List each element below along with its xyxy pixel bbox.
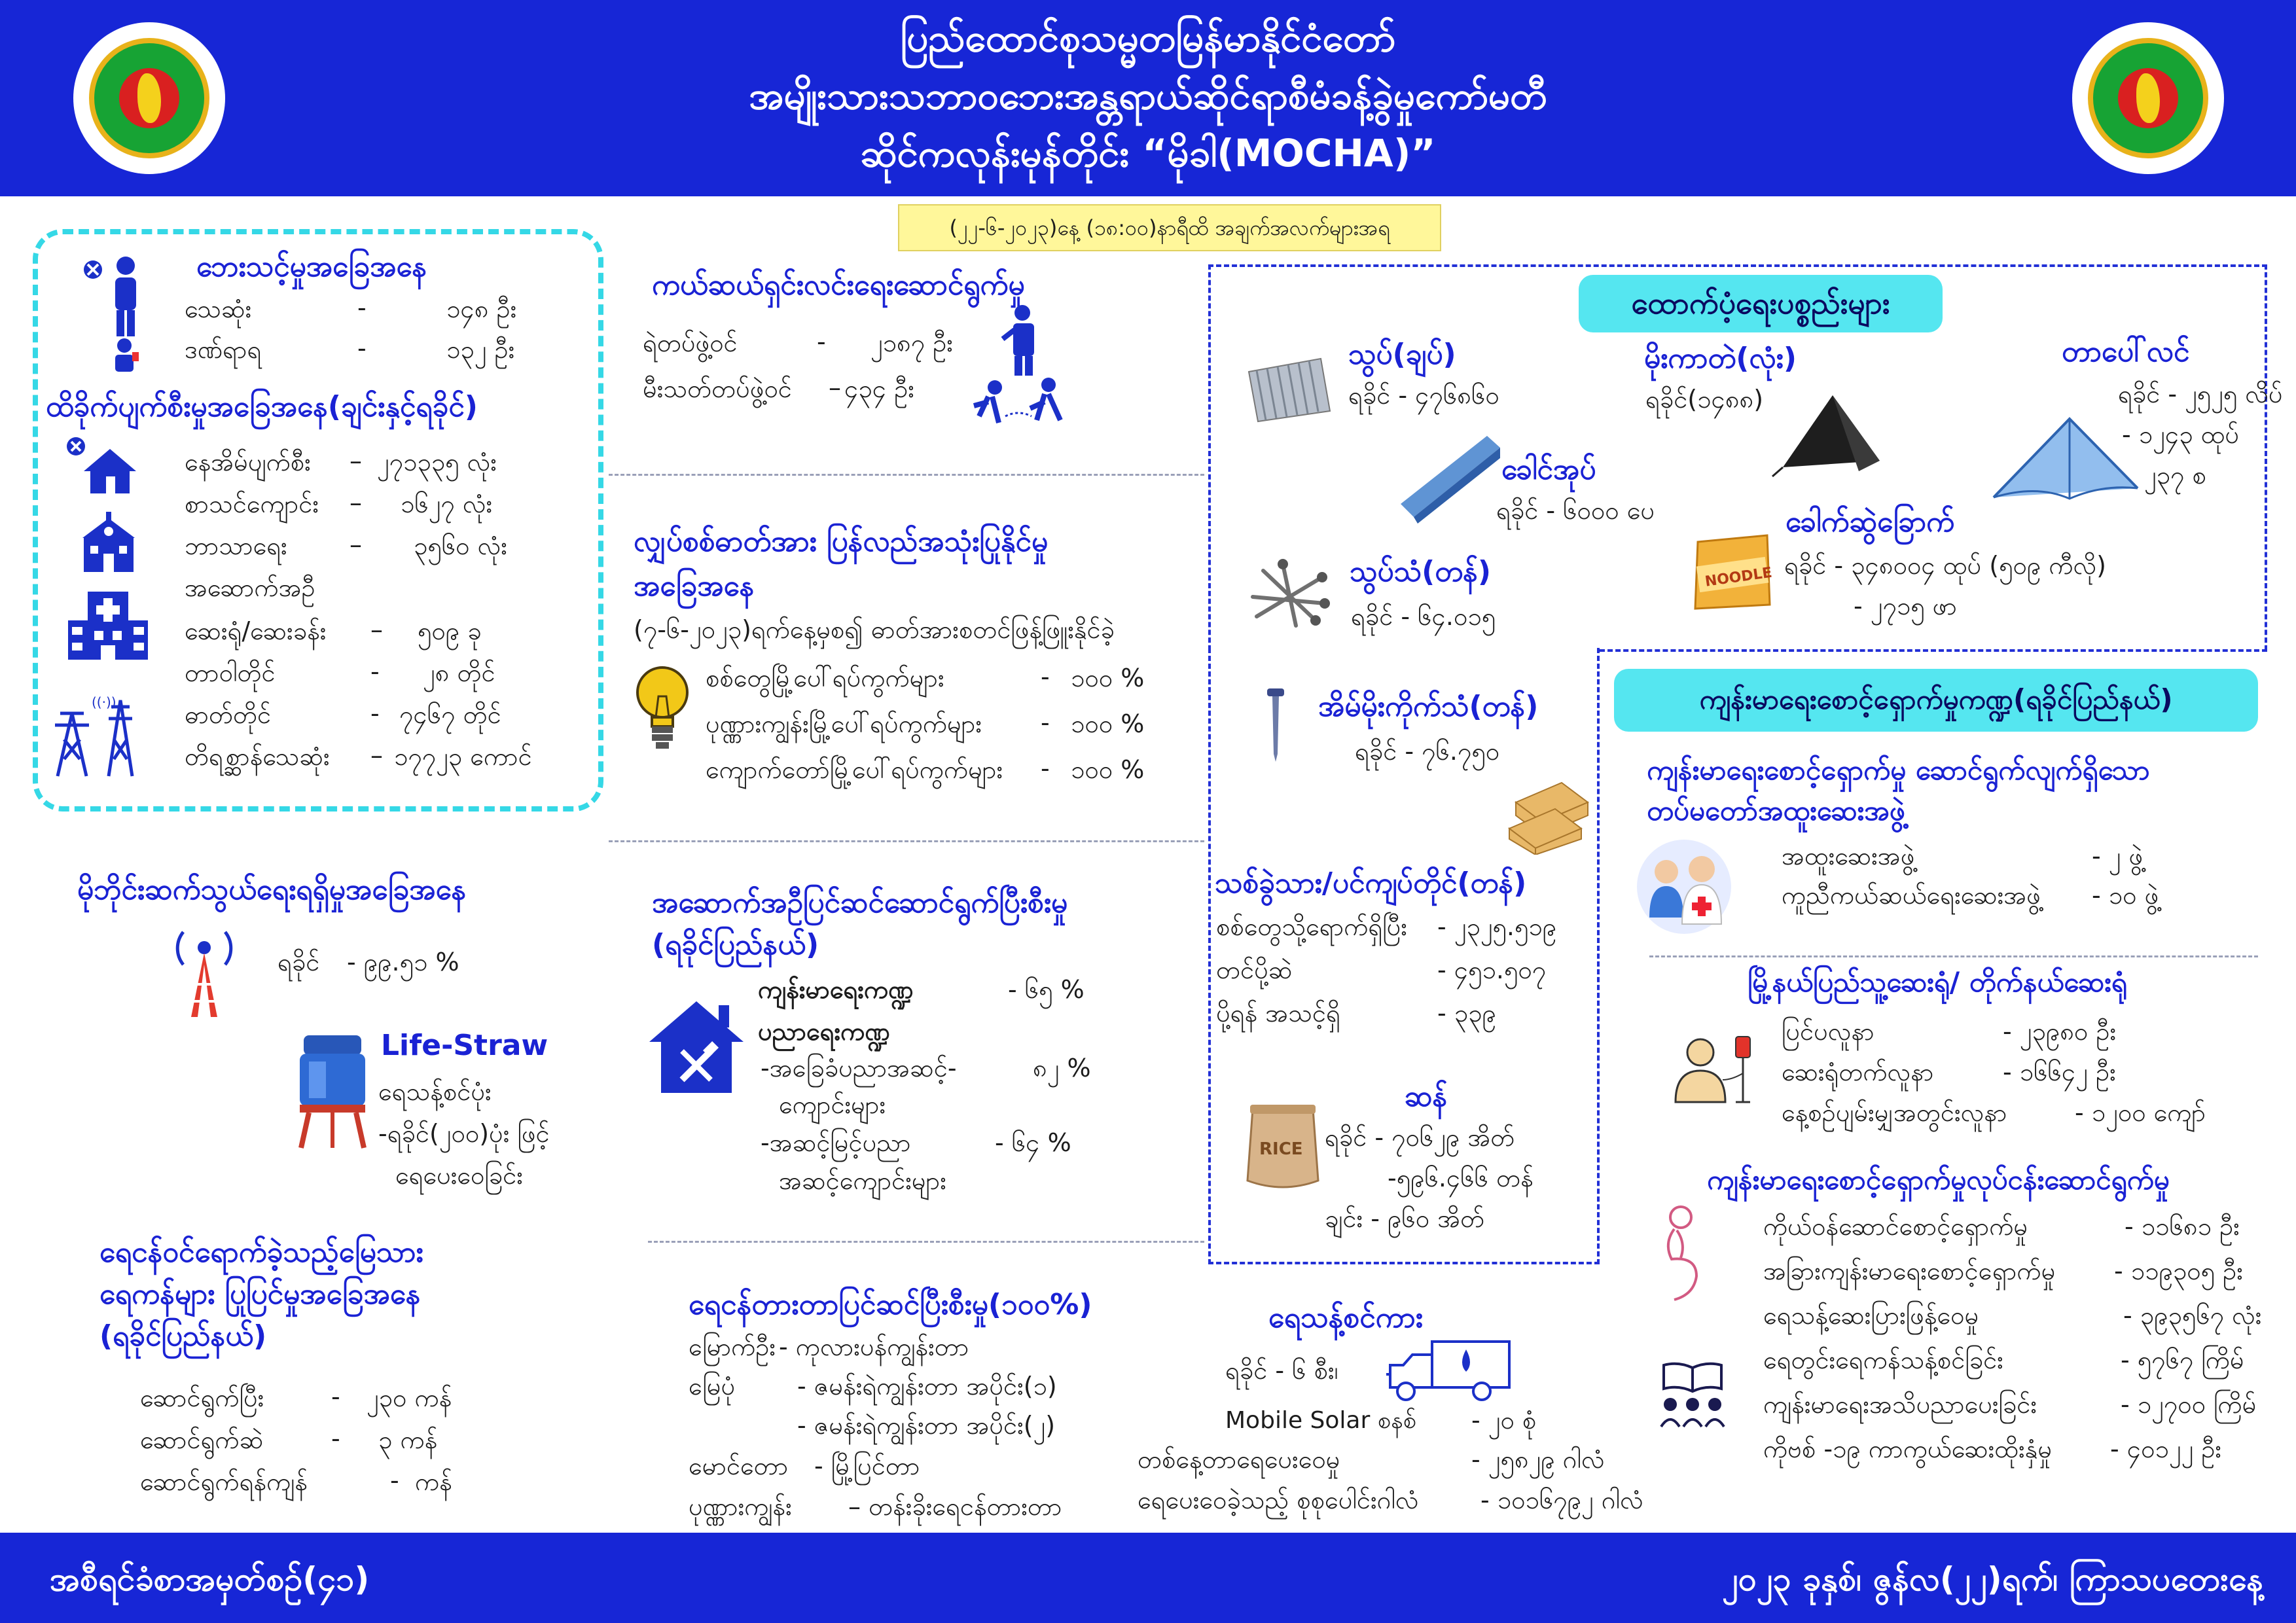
health-divider-1	[1649, 955, 2258, 957]
damage-dash-poles: -	[370, 699, 380, 728]
tarp-tent-value: ရခိုင်(၁၄၈၈)	[1645, 385, 1764, 414]
daily-water-label: တစ်နေ့တာရေပေးဝေမှု	[1138, 1445, 1340, 1474]
noodle-pack-icon	[1691, 533, 1774, 611]
service-label-wells: ရေတွင်းရေကန်သန့်စင်ခြင်း	[1763, 1346, 2003, 1374]
rescue-title: ကယ်ဆယ်ရှင်းလင်းရေးဆောင်ရွက်မှု	[652, 268, 1025, 302]
damage-label-clinics: ဆေးရုံ/ဆေးခန်း	[185, 616, 327, 645]
rice-title: ဆန်	[1405, 1080, 1448, 1113]
ponds-label-1: မြောက်ဦး	[689, 1332, 776, 1361]
tarpaulin-icon	[1991, 412, 2140, 504]
telecom-label: ရခိုင်	[278, 948, 320, 976]
noodle-title: ခေါက်ဆွဲခြောက်	[1785, 505, 1955, 539]
victims-dash-dead: -	[357, 293, 367, 322]
service-value-wells: - ၅၇၆၇ ကြိမ်	[2121, 1346, 2244, 1374]
noodle-line-2: - ၂၇၁၅ ဖာ	[1854, 592, 1957, 620]
nails-icon	[1244, 558, 1335, 628]
ridge-value: ရခိုင် - ၆၀၀၀ ပေ	[1496, 496, 1655, 525]
hospital-title: မြို့နယ်ပြည်သူ့ဆေးရုံ/ တိုက်နယ်ဆေးရုံ	[1748, 966, 2127, 998]
tarpaulin-line-3: ၂၃၇ စ	[2144, 461, 2206, 490]
education-icon	[1659, 1356, 1727, 1429]
timber-value-shipping: - ၄၅၁.၅၀၇	[1437, 955, 1547, 984]
team-value-special: - ၂ ဖွဲ့	[2092, 842, 2144, 870]
power-dash-pauktaw: -	[1041, 708, 1050, 737]
damage-label-towers: တာဝါတိုင်	[185, 658, 276, 687]
victims-value-injured: ၁၃၂ ဦး	[446, 335, 515, 364]
ponds-label-2: မြေပုံ	[689, 1372, 736, 1400]
service-label-education: ကျန်းမာရေးအသိပညာပေးခြင်း	[1763, 1390, 2037, 1419]
buildings-higher-edu-label-1: -အဆင့်မြင့်ပညာ	[761, 1128, 911, 1157]
health-title-pill: ကျန်းမာရေးစောင့်ရှောက်မှုကဏ္ဍ(ရခိုင်ပြည်နယ်)	[1614, 669, 2258, 732]
tarpaulin-line-2: - ၁၂၄၃ ထုပ်	[2122, 420, 2240, 449]
teams-title-1: ကျန်းမာရေးစောင့်ရှောက်မှု ဆောင်ရွက်လျက်ရှိသော	[1647, 754, 2150, 786]
buildings-edu-label: ပညာရေးကဏ္ဍ	[758, 1017, 890, 1046]
timber-icon	[1503, 776, 1594, 855]
wells-dash-remaining: -	[390, 1466, 399, 1495]
rice-line-3: ချင်း - ၉၆၀ အိတ်	[1325, 1204, 1485, 1233]
hospital-label-outpatient: ပြင်ပလူနာ	[1782, 1017, 1874, 1046]
rice-bag-icon	[1244, 1102, 1322, 1194]
power-label-sittwe: စစ်တွေမြို့ပေါ်ရပ်ကွက်များ	[706, 664, 944, 692]
damage-value-livestock: ၁၇၇၂၃ ကောင်	[394, 742, 532, 771]
ponds-text-1: - ကုလားပန်ကျွန်းတာ	[779, 1332, 969, 1361]
telecom-value: - ၉၉.၅၁ %	[347, 948, 459, 976]
service-value-tablets: - ၃၉၃၅၆၇ လုံး	[2123, 1301, 2262, 1330]
title-line-2: အမျိုးသားသဘာဝဘေးအန္တရာယ်ဆိုင်ရာစီမံခန့်ခွဲမှုကော်မတီ	[749, 73, 1547, 118]
wells-value-remaining: ကန်	[415, 1467, 452, 1496]
power-value-kyauktaw: ၁၀၀ %	[1071, 755, 1145, 784]
report-date: ၂၀၂၃ ခုနှစ်၊ ဇွန်လ(၂၂)ရက်၊ ကြာသပတေးနေ့	[1722, 1560, 2263, 1598]
relief-title-pill: ထောက်ပံ့ရေးပစ္စည်းများ	[1579, 275, 1943, 332]
total-water-value: - ၁၀၁၆၇၉၂ ဂါလံ	[1480, 1486, 1643, 1514]
timber-title: သစ်ခွဲသား/ပင်ကျပ်တိုင်(တန်)	[1215, 866, 1527, 900]
light-bulb-icon	[630, 662, 692, 751]
power-label-pauktaw: ပုဏ္ဏားကျွန်းမြို့ပေါ်ရပ်ကွက်များ	[706, 709, 982, 738]
water-truck-icon	[1384, 1335, 1512, 1406]
service-value-education: - ၁၂၇၀၀ ကြိမ်	[2121, 1390, 2257, 1419]
damage-dash-livestock: –	[370, 741, 383, 770]
hospital-value-inpatient: - ၁၆၆၄၂ ဦး	[2003, 1058, 2116, 1086]
svg-text:((·)): ((·))	[92, 694, 117, 710]
date-note-badge: (၂၂-၆-၂၀၂၃)နေ့ (၁၈:၀၀)နာရီထိ အချက်အလက်များအရ	[898, 204, 1441, 251]
wells-title-3: (ရခိုင်ပြည်နယ်)	[99, 1319, 267, 1353]
power-title-2: အခြေအနေ	[634, 569, 755, 603]
zinc-sheet-icon	[1242, 352, 1335, 423]
buildings-higher-edu-label-2: အဆင့်ကျောင်းများ	[779, 1166, 946, 1195]
health-divider-top	[1600, 649, 2267, 652]
lifestraw-line3: ရေပေးဝေခြင်း	[395, 1161, 523, 1190]
victims-label-injured: ဒဏ်ရာရ	[185, 335, 262, 364]
power-tower-icon	[51, 687, 149, 779]
team-label-rescue: ကူညီကယ်ဆယ်ရေးဆေးအဖွဲ့	[1782, 881, 2041, 910]
hospital-value-outpatient: - ၂၃၉၈၀ ဦး	[2003, 1017, 2117, 1046]
zinc-value: ရခိုင် - ၄၇၆၈၆၀	[1348, 381, 1499, 410]
damage-dash-religious: –	[350, 530, 362, 559]
daily-water-value: - ၂၅၈၂၉ ဂါလံ	[1471, 1445, 1605, 1474]
victims-label-dead: သေဆုံး	[185, 294, 252, 323]
hospital-label-inpatient: ဆေးရုံတက်လူနာ	[1782, 1058, 1934, 1086]
rice-line-1: ရခိုင် - ၇၀၆၂၉ အိတ်	[1325, 1123, 1515, 1152]
water-truck-count: ရခိုင် - ၆ စီး၊	[1225, 1356, 1338, 1385]
team-label-special: အထူးဆေးအဖွဲ့	[1782, 842, 1915, 870]
divider-mid-2	[609, 840, 1204, 842]
ponds-text-4: - မြို့ပြင်တာ	[814, 1452, 920, 1480]
damage-value-religious: ၃၅၆၀ လုံး	[414, 531, 507, 560]
ponds-text-2: - ဇမန်းရဲကျွန်းတာ အပိုင်း(၁)	[797, 1372, 1057, 1400]
damage-label-livestock: တိရစ္ဆာန်သေဆုံး	[185, 742, 330, 771]
victims-title: ဘေးသင့်မှုအခြေအနေ	[196, 250, 427, 283]
house-icon	[64, 435, 137, 495]
hospital-icon	[68, 592, 148, 660]
wells-dash-ongoing: -	[331, 1424, 340, 1453]
rescue-value-fire: ၄၃၄ ဦး	[844, 374, 914, 403]
ridge-cap-icon	[1398, 432, 1503, 524]
telecom-title: မိုဘိုင်းဆက်သွယ်ရေးရရှိမှုအခြေအနေ	[77, 873, 467, 906]
service-label-other: အခြားကျန်းမာရေးစောင့်ရှောက်မှု	[1763, 1257, 2056, 1285]
buildings-health-value: - ၆၅ %	[1008, 975, 1085, 1004]
ponds-label-5: ပုဏ္ဏားကျွန်း	[689, 1492, 792, 1521]
tarpaulin-line-1: ရခိုင် - ၂၅၂၅ လိပ်	[2118, 380, 2283, 408]
service-label-maternal: ကိုယ်ဝန်ဆောင်စောင့်ရှောက်မှု	[1763, 1212, 2028, 1241]
damage-value-clinics: ၅၀၉ ခု	[418, 616, 482, 645]
damage-label-religious: ဘာသာရေး	[185, 531, 287, 560]
roof-nail-icon	[1267, 688, 1284, 762]
rescue-label-fire: မီးသတ်တပ်ဖွဲ့ဝင်	[643, 374, 792, 403]
damage-dash-houses: –	[350, 446, 362, 475]
ponds-title: ရေငန်တားတာပြင်ဆင်ပြီးစီးမှု(၁၀၀%)	[689, 1288, 1092, 1321]
title-line-1: ပြည်ထောင်စုသမ္မတမြန်မာနိုင်ငံတော်	[900, 16, 1396, 60]
damage-value-poles: ၇၄၆၇ တိုင်	[399, 700, 501, 729]
timber-label-shipping: တင်ပို့ဆဲ	[1216, 955, 1293, 984]
power-intro: (၇-၆-၂၀၂၃)ရက်နေ့မှစ၍ ဓာတ်အားစတင်ဖြန့်ဖြူးနိုင်ခဲ့	[634, 615, 1115, 644]
damage-dash-schools: –	[350, 488, 362, 517]
power-value-pauktaw: ၁၀၀ %	[1071, 709, 1145, 738]
rice-bag-label: RICE	[1259, 1139, 1303, 1159]
title-line-3: ဆိုင်ကလုန်းမုန်တိုင်း “မိုခါ(MOCHA)”	[860, 131, 1436, 175]
hospital-value-daily: - ၁၂၀၀ ကျော်	[2075, 1098, 2206, 1127]
rescue-dash-fire: –	[829, 373, 841, 402]
noodle-line-1: ရခိုင် - ၃၄၈၀၀၄ ထုပ် (၅၀၉ ကီလို)	[1784, 551, 2106, 580]
rice-line-2: -၅၉၆.၄၆၆ တန်	[1388, 1164, 1534, 1192]
power-label-kyauktaw: ကျောက်တော်မြို့ပေါ်ရပ်ကွက်များ	[706, 755, 1003, 784]
person-icon	[79, 254, 151, 372]
buildings-title-2: (ရခိုင်ပြည်နယ်)	[652, 928, 819, 961]
lifestraw-line2: -ရခိုင်(၂၀၀)ပုံး ဖြင့်	[378, 1119, 550, 1148]
tent-icon	[1770, 389, 1881, 479]
hospital-label-daily: နေ့စဉ်ပျမ်းမျှအတွင်းလူနာ	[1782, 1098, 2007, 1127]
rescue-workers-icon	[966, 304, 1068, 424]
wells-title-1: ရေငန်ဝင်ရောက်ခဲ့သည့်မြေသား	[99, 1236, 423, 1269]
wells-label-remaining: ဆောင်ရွက်ရန်ကျန်	[140, 1467, 308, 1496]
zinc-title: သွပ်(ချပ်)	[1348, 338, 1456, 371]
victims-value-dead: ၁၄၈ ဦး	[446, 294, 517, 323]
damage-dash-clinics: –	[370, 615, 383, 644]
ponds-text-5: – တန်းခိုးရေငန်တားတာ	[848, 1492, 1062, 1521]
service-value-covid: - ၄၀၁၂၂ ဦး	[2110, 1435, 2222, 1463]
roofnails-value: ရခိုင် - ၇၆.၇၅၀	[1355, 737, 1500, 766]
buildings-title-1: အဆောက်အဦပြင်ဆင်ဆောင်ရွက်ပြီးစီးမှု	[652, 886, 1068, 919]
wells-title-2: ရေကန်များ ပြုပြင်မှုအခြေအနေ	[99, 1277, 421, 1311]
report-number: အစီရင်ခံစာအမှတ်စဉ်(၄၁)	[50, 1560, 370, 1598]
timber-label-ready: ပို့ရန် အသင့်ရှိ	[1216, 999, 1340, 1027]
damage-value-towers: ၂၈ တိုင်	[423, 658, 495, 687]
service-value-other: - ၁၁၉၃၀၅ ဦး	[2114, 1257, 2243, 1285]
repair-house-icon	[648, 999, 745, 1094]
nails-value: ရခိုင် - ၆၄.၀၁၅	[1351, 602, 1496, 631]
damage-label-buildings: အဆောက်အဦ	[185, 573, 315, 602]
divider-mid-3	[648, 1241, 1204, 1243]
school-icon	[77, 512, 140, 572]
wells-dash-done: -	[331, 1382, 340, 1411]
divider-mid-1	[609, 474, 1204, 476]
lifestraw-line1: ရေသန့်စင်ပုံး	[378, 1077, 492, 1106]
service-title: ကျန်းမာရေးစောင့်ရှောက်မှုလုပ်ငန်းဆောင်ရွက်မှု	[1707, 1164, 2170, 1196]
rescue-label-police: ရဲတပ်ဖွဲ့ဝင်	[643, 329, 738, 357]
solar-label: Mobile Solar စနစ်	[1225, 1407, 1416, 1434]
rescue-value-police: ၂၁၈၇ ဦး	[870, 329, 953, 357]
rescue-dash-police: -	[817, 327, 826, 356]
medical-team-icon	[1636, 839, 1732, 935]
tarpaulin-title: တာပေါ်လင်	[2062, 335, 2190, 368]
power-dash-sittwe: -	[1041, 662, 1050, 691]
damage-dash-towers: -	[370, 657, 380, 686]
service-label-tablets: ရေသန့်ဆေးပြားဖြန့်ဝေမှု	[1763, 1301, 1979, 1330]
timber-label-arrived: စစ်တွေသို့ရောက်ရှိပြီး	[1216, 912, 1407, 941]
damage-value-houses: ၂၇၁၃၃၅ လုံး	[377, 448, 497, 476]
power-title-1: လျှပ်စစ်ဓာတ်အား ပြန်လည်အသုံးပြုနိုင်မှု	[634, 525, 1049, 558]
solar-value: - ၂၀ စုံ	[1471, 1406, 1537, 1435]
roofnails-title: အိမ်မိုးကိုက်သံ(တန်)	[1318, 690, 1539, 723]
patient-icon	[1673, 1034, 1755, 1105]
damage-label-houses: နေအိမ်ပျက်စီး	[185, 448, 311, 476]
power-dash-kyauktaw: -	[1041, 754, 1050, 783]
timber-value-arrived: - ၂၃၂၅.၅၁၉	[1437, 912, 1557, 941]
ridge-title: ခေါင်အုပ်	[1501, 453, 1596, 486]
cell-tower-icon	[171, 919, 237, 1018]
wells-label-done: ဆောင်ရွက်ပြီး	[140, 1383, 264, 1412]
teams-title-2: တပ်မတော်အထူးဆေးအဖွဲ့	[1647, 794, 1905, 827]
power-value-sittwe: ၁၀၀ %	[1071, 664, 1145, 692]
buildings-basic-edu-label-1: -အခြေခံပညာအဆင့်-	[761, 1054, 957, 1082]
service-value-maternal: - ၁၁၆၈၁ ဦး	[2125, 1212, 2240, 1241]
noodle-pack-label: NOODLE	[1704, 564, 1774, 590]
wells-value-ongoing: ၃ ကန်	[378, 1425, 438, 1454]
water-truck-title: ရေသန့်စင်ကား	[1268, 1301, 1423, 1334]
footer-banner	[0, 1533, 2296, 1623]
ponds-label-4: မောင်တော	[689, 1452, 789, 1480]
buildings-basic-edu-value: ၈၂ %	[1033, 1054, 1091, 1082]
total-water-label: ရေပေးဝေခဲ့သည့် စုစုပေါင်းဂါလံ	[1138, 1486, 1419, 1514]
buildings-basic-edu-label-2: ကျောင်းများ	[779, 1090, 886, 1119]
pregnant-woman-icon	[1657, 1204, 1713, 1301]
damage-label-poles: ဓာတ်တိုင်	[185, 700, 272, 729]
nails-title: သွပ်သံ(တန်)	[1350, 555, 1492, 588]
damage-title: ထိခိုက်ပျက်စီးမှုအခြေအနေ(ချင်းနှင့်ရခိုင်)	[46, 390, 478, 423]
water-purifier-icon	[296, 1035, 369, 1150]
damage-label-schools: စာသင်ကျောင်း	[185, 490, 319, 518]
wells-value-done: ၂၃၀ ကန်	[367, 1383, 452, 1412]
team-value-rescue: - ၁၀ ဖွဲ့	[2092, 881, 2159, 910]
buildings-higher-edu-value: - ၆၄ %	[995, 1128, 1071, 1157]
wells-label-ongoing: ဆောင်ရွက်ဆဲ	[140, 1425, 264, 1454]
header-banner	[0, 0, 2296, 196]
tarp-tent-title: မိုးကာတဲ(လုံး)	[1644, 342, 1797, 375]
damage-value-schools: ၁၆၂၇ လုံး	[401, 490, 493, 518]
timber-value-ready: - ၃၃၉	[1437, 999, 1496, 1027]
ponds-text-3: - ဇမန်းရဲကျွန်းတာ အပိုင်း(၂)	[797, 1411, 1056, 1440]
buildings-health-label: ကျန်းမာရေးကဏ္ဍ	[758, 975, 914, 1004]
lifestraw-title: Life-Straw	[381, 1029, 548, 1062]
service-label-covid: ကိုဗစ် -၁၉ ကာကွယ်ဆေးထိုးနှံမှု	[1763, 1435, 2053, 1463]
victims-dash-injured: -	[357, 334, 367, 363]
